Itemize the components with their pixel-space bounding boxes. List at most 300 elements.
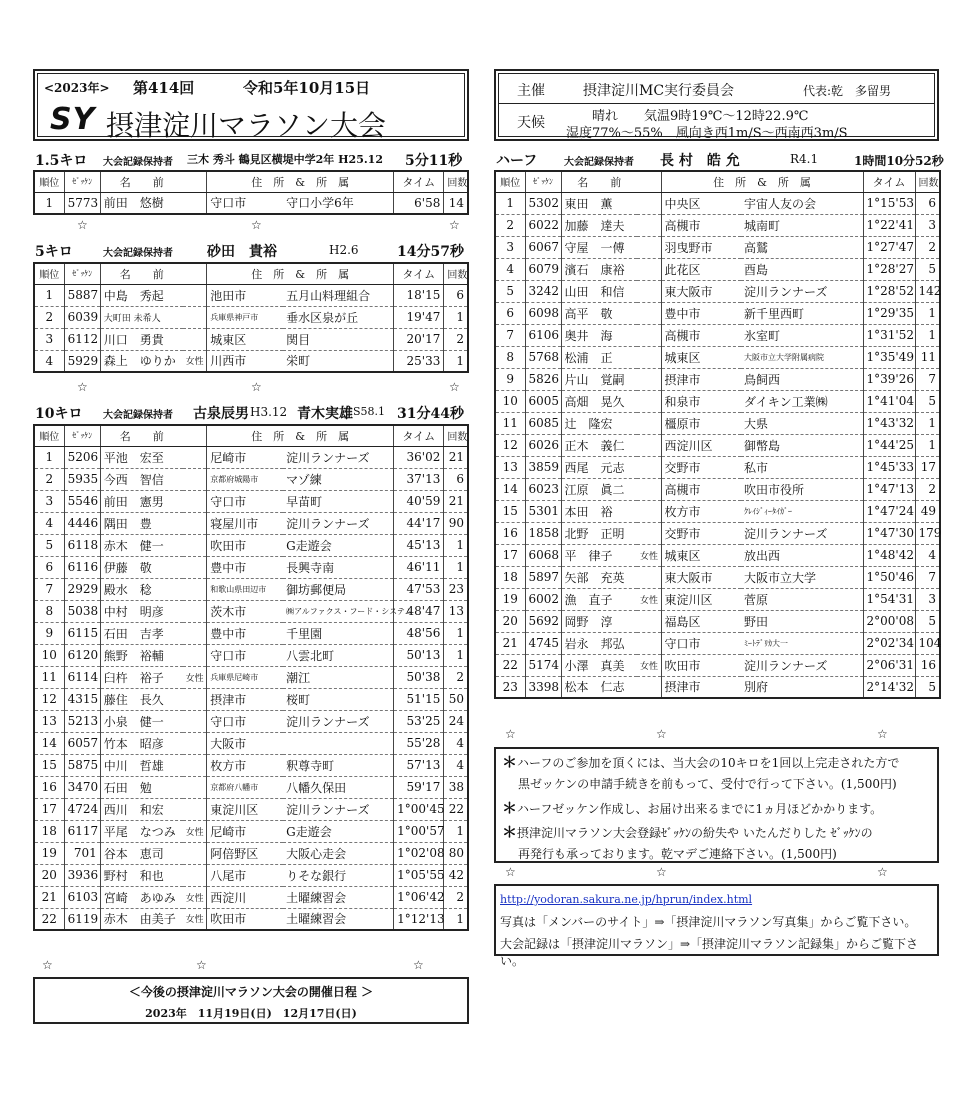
star-icon: ☆ <box>656 727 667 741</box>
result-time: 1°02'08 <box>394 842 444 864</box>
result-rank: 20 <box>495 610 525 632</box>
result-name: 隅田 豊 <box>100 512 182 534</box>
result-row <box>34 622 468 644</box>
result-bib: 6067 <box>525 236 561 258</box>
result-count: 2 <box>444 886 468 908</box>
result-bib: 6002 <box>525 588 561 610</box>
event-date: 令和5年10月15日 <box>243 79 371 97</box>
result-row <box>34 512 468 534</box>
weather-label: 天候 <box>517 115 545 131</box>
result-time: 25'33 <box>394 350 444 372</box>
result-count: 5 <box>915 610 940 632</box>
result-city: 高槻市 <box>661 214 741 236</box>
result-rank: 15 <box>495 500 525 522</box>
result-city: 尼崎市 <box>207 820 283 842</box>
result-bib: 4315 <box>64 688 100 710</box>
result-rank: 2 <box>495 214 525 236</box>
result-club: 御坊郵便局 <box>283 578 394 600</box>
result-name: 松本 仁志 <box>561 676 637 698</box>
result-sex <box>637 434 661 456</box>
result-count: 4 <box>444 754 468 776</box>
note-1-line-2: 黒ゼッケンの申請手続きを前もって、受付で行って下さい。(1,500円) <box>518 777 897 791</box>
results-table-10km <box>33 424 469 931</box>
note-3-line-2: 再発行も承っております。乾マデご連絡下さい。(1,500円) <box>518 847 837 861</box>
result-count: 1 <box>444 622 468 644</box>
result-count: 6 <box>444 468 468 490</box>
result-time: 1°28'52 <box>863 280 915 302</box>
result-name: 辻 隆宏 <box>561 412 637 434</box>
result-name: 川口 勇貴 <box>100 328 182 350</box>
result-count: 2 <box>915 236 940 258</box>
result-count: 1 <box>444 306 468 328</box>
result-count: 1 <box>444 556 468 578</box>
result-rank: 1 <box>34 192 64 214</box>
result-time: 1°47'24 <box>863 500 915 522</box>
result-club: 千里園 <box>283 622 394 644</box>
result-rank: 5 <box>34 534 64 556</box>
result-city: 枚方市 <box>661 500 741 522</box>
result-city: 城東区 <box>207 328 283 350</box>
result-rank: 11 <box>34 666 64 688</box>
result-name: 赤木 由美子 <box>100 908 182 930</box>
results-table-1-5km <box>33 170 469 215</box>
result-row <box>495 522 940 544</box>
result-count: 21 <box>444 446 468 468</box>
record-holder-label: 大会記録保持者 <box>103 410 173 421</box>
result-name: 殿水 稔 <box>100 578 182 600</box>
result-club: ﾐｰﾄﾃﾞﾘｶ大一 <box>741 632 863 654</box>
site-link[interactable]: http://yodoran.sakura.ne.jp/hprun/index.html <box>500 893 753 906</box>
result-time: 18'15 <box>394 284 444 306</box>
result-row <box>495 456 940 478</box>
result-club: 守口小学6年 <box>283 192 394 214</box>
result-bib: 6118 <box>64 534 100 556</box>
result-bib: 2929 <box>64 578 100 600</box>
table-header-row <box>34 263 468 284</box>
record-time: 31分44秒 <box>397 406 464 422</box>
result-row <box>34 754 468 776</box>
col-time-header: タイム <box>394 263 444 284</box>
result-club: 釈尊寺町 <box>283 754 394 776</box>
result-rank: 15 <box>34 754 64 776</box>
star-icon: ☆ <box>251 380 262 394</box>
result-city: 守口市 <box>207 490 283 512</box>
section-header-1-5km <box>35 150 469 170</box>
result-sex <box>183 578 207 600</box>
result-time: 53'25 <box>394 710 444 732</box>
result-rank: 21 <box>34 886 64 908</box>
result-club: 長興寺南 <box>283 556 394 578</box>
result-count: 2 <box>444 328 468 350</box>
result-bib: 6057 <box>64 732 100 754</box>
record-holder-label: 大会記録保持者 <box>103 248 173 259</box>
weather-line-2: 湿度77%～55% 風向き西1m/S～西南西3m/S <box>566 126 848 141</box>
result-bib: 5768 <box>525 346 561 368</box>
result-city: 和歌山県田辺市 <box>207 578 283 600</box>
result-time: 1°45'33 <box>863 456 915 478</box>
result-sex: 女性 <box>183 350 207 372</box>
result-time: 1°54'31 <box>863 588 915 610</box>
result-club: 土曜練習会 <box>283 908 394 930</box>
result-count: 7 <box>915 566 940 588</box>
result-row <box>495 544 940 566</box>
result-time: 1°48'42 <box>863 544 915 566</box>
result-count: 7 <box>915 368 940 390</box>
result-row <box>495 632 940 654</box>
result-time: 57'13 <box>394 754 444 776</box>
star-icon: ☆ <box>505 865 516 879</box>
col-bib-header: ｾﾞｯｹﾝ <box>64 263 100 284</box>
record-year: H2.6 <box>329 243 359 257</box>
result-count: 1 <box>915 412 940 434</box>
result-count: 4 <box>444 732 468 754</box>
result-name: 石田 吉孝 <box>100 622 182 644</box>
result-sex <box>183 710 207 732</box>
col-rank-header: 順位 <box>34 171 64 192</box>
note-1 <box>502 751 899 772</box>
event-logo: SY <box>50 102 96 137</box>
result-count: 1 <box>915 434 940 456</box>
result-club: 八幡久保田 <box>283 776 394 798</box>
result-club: 氷室町 <box>741 324 863 346</box>
result-sex <box>637 676 661 698</box>
result-sex <box>183 688 207 710</box>
result-row <box>495 236 940 258</box>
result-time: 1°47'30 <box>863 522 915 544</box>
record-year-2: S58.1 <box>353 405 386 418</box>
result-sex <box>183 754 207 776</box>
result-rank: 4 <box>495 258 525 280</box>
result-row <box>34 798 468 820</box>
result-count: 5 <box>915 258 940 280</box>
host-name: 摂津淀川MC実行委員会 <box>583 83 735 99</box>
result-sex <box>637 500 661 522</box>
result-row <box>34 710 468 732</box>
result-bib: 5038 <box>64 600 100 622</box>
result-rank: 20 <box>34 864 64 886</box>
event-header-inner <box>37 73 465 142</box>
result-row <box>34 578 468 600</box>
star-icon: ☆ <box>77 380 88 394</box>
result-count: 16 <box>915 654 940 676</box>
star-icon: ☆ <box>877 727 888 741</box>
results-table-half <box>494 170 941 699</box>
result-row <box>495 500 940 522</box>
result-sex: 女性 <box>637 654 661 676</box>
result-club: 早苗町 <box>283 490 394 512</box>
record-holder: 古泉辰男 <box>193 406 249 422</box>
result-bib: 701 <box>64 842 100 864</box>
result-city: 茨木市 <box>207 600 283 622</box>
result-club: 淀川ランナーズ <box>741 654 863 676</box>
result-row <box>495 324 940 346</box>
result-rank: 6 <box>34 556 64 578</box>
result-city: 摂津市 <box>661 368 741 390</box>
result-rank: 3 <box>34 490 64 512</box>
result-sex: 女性 <box>183 886 207 908</box>
organizer-row <box>499 74 934 104</box>
result-club: 五月山料理組合 <box>283 284 394 306</box>
result-rank: 22 <box>495 654 525 676</box>
result-sex <box>637 610 661 632</box>
result-row <box>34 732 468 754</box>
result-time: 45'13 <box>394 534 444 556</box>
result-row <box>34 306 468 328</box>
result-row <box>34 284 468 306</box>
result-rank: 18 <box>495 566 525 588</box>
result-count: 179 <box>915 522 940 544</box>
result-rank: 8 <box>495 346 525 368</box>
result-count: 1 <box>444 820 468 842</box>
result-bib: 5174 <box>525 654 561 676</box>
result-count: 42 <box>444 864 468 886</box>
result-name: 西川 和宏 <box>100 798 182 820</box>
result-row <box>34 490 468 512</box>
result-count: 2 <box>444 666 468 688</box>
result-time: 1°44'25 <box>863 434 915 456</box>
star-icon: ☆ <box>413 958 424 972</box>
result-club: 鳥飼西 <box>741 368 863 390</box>
col-rank-header: 順位 <box>495 171 525 192</box>
result-name: 伊藤 敬 <box>100 556 182 578</box>
result-bib: 6039 <box>64 306 100 328</box>
result-sex <box>183 556 207 578</box>
result-bib: 4745 <box>525 632 561 654</box>
event-title: 摂津淀川マラソン大会 <box>106 109 387 142</box>
result-sex: 女性 <box>637 588 661 610</box>
result-bib: 6120 <box>64 644 100 666</box>
result-time: 1°06'42 <box>394 886 444 908</box>
result-row <box>495 346 940 368</box>
result-time: 1°22'41 <box>863 214 915 236</box>
result-city: 福島区 <box>661 610 741 632</box>
result-club: 城南町 <box>741 214 863 236</box>
result-row <box>495 368 940 390</box>
result-rank: 7 <box>34 578 64 600</box>
site-url-row <box>500 892 752 906</box>
result-row <box>495 478 940 500</box>
result-name: 江原 眞二 <box>561 478 637 500</box>
result-time: 36'02 <box>394 446 444 468</box>
result-club: ㈱アルファクス・フード・システム <box>283 600 394 622</box>
result-row <box>495 390 940 412</box>
result-bib: 5301 <box>525 500 561 522</box>
section-header-half <box>496 150 944 170</box>
result-sex <box>637 566 661 588</box>
result-bib: 6117 <box>64 820 100 842</box>
star-icon: ☆ <box>77 218 88 232</box>
result-time: 2°06'31 <box>863 654 915 676</box>
result-count: 1 <box>915 324 940 346</box>
col-name-header: 名 前 <box>100 263 182 284</box>
result-row <box>34 534 468 556</box>
result-club: 八雲北町 <box>283 644 394 666</box>
result-count: 17 <box>915 456 940 478</box>
result-sex <box>183 284 207 306</box>
result-count: 38 <box>444 776 468 798</box>
result-club: 栄町 <box>283 350 394 372</box>
result-row <box>495 280 940 302</box>
col-time-header: タイム <box>394 425 444 446</box>
result-sex <box>637 368 661 390</box>
schedule-box <box>33 977 469 1024</box>
result-name: 中島 秀起 <box>100 284 182 306</box>
result-count: 5 <box>915 676 940 698</box>
result-city: 摂津市 <box>661 676 741 698</box>
result-time: 1°43'32 <box>863 412 915 434</box>
result-row <box>34 644 468 666</box>
result-bib: 6022 <box>525 214 561 236</box>
result-city: 西淀川区 <box>661 434 741 456</box>
result-count: 80 <box>444 842 468 864</box>
result-sex <box>183 446 207 468</box>
result-city: 寝屋川市 <box>207 512 283 534</box>
result-rank: 4 <box>34 512 64 534</box>
result-count: 6 <box>444 284 468 306</box>
result-row <box>495 588 940 610</box>
table-header-row <box>34 171 468 192</box>
result-bib: 5213 <box>64 710 100 732</box>
result-bib: 5546 <box>64 490 100 512</box>
result-sex <box>637 302 661 324</box>
result-club: 私市 <box>741 456 863 478</box>
note-1-line-1: ハーフのご参加を頂くには、当大会の10キロを1回以上完走された方で <box>517 756 900 770</box>
result-rank: 13 <box>34 710 64 732</box>
table-header-row <box>495 171 940 192</box>
result-club: 放出西 <box>741 544 863 566</box>
result-sex <box>183 622 207 644</box>
result-bib: 5887 <box>64 284 100 306</box>
result-city: 摂津市 <box>207 688 283 710</box>
result-rank: 4 <box>34 350 64 372</box>
result-count: 3 <box>915 588 940 610</box>
result-rank: 23 <box>495 676 525 698</box>
schedule-title: ＜今後の摂津淀川マラソン大会の開催日程 ＞ <box>128 985 374 999</box>
result-row <box>34 446 468 468</box>
col-time-header: タイム <box>394 171 444 192</box>
col-sex-header <box>183 425 207 446</box>
result-row <box>34 886 468 908</box>
result-club: 菅原 <box>741 588 863 610</box>
star-icon: ☆ <box>251 218 262 232</box>
result-bib: 6023 <box>525 478 561 500</box>
result-count: 6 <box>915 192 940 214</box>
result-city: 此花区 <box>661 258 741 280</box>
links-box <box>494 884 939 968</box>
result-row <box>495 258 940 280</box>
result-sex <box>183 864 207 886</box>
result-rank: 5 <box>495 280 525 302</box>
result-name: 北野 正明 <box>561 522 637 544</box>
result-rank: 6 <box>495 302 525 324</box>
note-3 <box>502 821 873 842</box>
result-count: 21 <box>444 490 468 512</box>
result-bib: 3470 <box>64 776 100 798</box>
result-count: 1 <box>915 302 940 324</box>
result-bib: 5826 <box>525 368 561 390</box>
result-rank: 10 <box>34 644 64 666</box>
result-city: 東大阪市 <box>661 280 741 302</box>
result-club: 淀川ランナーズ <box>283 512 394 534</box>
record-time: 5分11秒 <box>405 153 463 169</box>
event-header <box>33 69 469 141</box>
col-count-header: 回数 <box>444 171 468 192</box>
result-name: 中川 哲雄 <box>100 754 182 776</box>
result-name: 片山 覚嗣 <box>561 368 637 390</box>
star-icon: ☆ <box>449 380 460 394</box>
result-name: 小泉 健一 <box>100 710 182 732</box>
result-club: 大阪市立大学附属病院 <box>741 346 863 368</box>
result-count: 23 <box>444 578 468 600</box>
col-time-header: タイム <box>863 171 915 192</box>
result-bib: 3936 <box>64 864 100 886</box>
star-icon: ☆ <box>656 865 667 879</box>
result-time: 19'47 <box>394 306 444 328</box>
result-sex <box>183 468 207 490</box>
section-distance: 10キロ <box>35 406 83 422</box>
result-name: 東田 薫 <box>561 192 637 214</box>
record-holder: 三木 秀斗 鶴見区横堤中学2年 H25.12 <box>187 153 383 166</box>
result-count: 104 <box>915 632 940 654</box>
result-row <box>34 600 468 622</box>
result-bib: 6116 <box>64 556 100 578</box>
result-sex <box>183 776 207 798</box>
section-header-10km <box>35 403 469 423</box>
result-name: 野村 和也 <box>100 864 182 886</box>
result-name: 漁 直子 <box>561 588 637 610</box>
result-sex <box>637 324 661 346</box>
result-bib: 6068 <box>525 544 561 566</box>
result-rank: 17 <box>495 544 525 566</box>
result-city: 東淀川区 <box>661 588 741 610</box>
result-row <box>34 328 468 350</box>
result-rank: 9 <box>495 368 525 390</box>
note-3-line-1: 摂津淀川マラソン大会登録ｾﾞｯｹﾝの紛失や いたんだりした ｾﾞｯｹﾝの <box>517 826 873 840</box>
result-bib: 6114 <box>64 666 100 688</box>
result-rank: 2 <box>34 306 64 328</box>
note-2 <box>502 797 882 818</box>
result-count: 24 <box>444 710 468 732</box>
result-club: 淀川ランナーズ <box>283 710 394 732</box>
result-rank: 14 <box>495 478 525 500</box>
result-time: 6'58 <box>394 192 444 214</box>
result-time: 50'13 <box>394 644 444 666</box>
result-name: 谷本 恵司 <box>100 842 182 864</box>
result-club: G走遊会 <box>283 534 394 556</box>
star-icon: ☆ <box>196 958 207 972</box>
result-bib: 6026 <box>525 434 561 456</box>
result-sex <box>637 258 661 280</box>
result-time: 1°00'57 <box>394 820 444 842</box>
table-header-row <box>34 425 468 446</box>
result-row <box>495 610 940 632</box>
col-address-header: 住 所 & 所 属 <box>661 171 863 192</box>
result-name: 矢部 充英 <box>561 566 637 588</box>
result-sex <box>183 798 207 820</box>
result-row <box>495 302 940 324</box>
result-city: 吹田市 <box>661 654 741 676</box>
result-club: G走遊会 <box>283 820 394 842</box>
record-year: R4.1 <box>790 152 819 166</box>
result-count: 49 <box>915 500 940 522</box>
result-bib: 4724 <box>64 798 100 820</box>
col-name-header: 名 前 <box>100 425 182 446</box>
record-year: H3.12 <box>250 405 288 419</box>
result-name: 大町田 未希人 <box>100 306 182 328</box>
result-sex <box>183 512 207 534</box>
result-name: 高畑 晃久 <box>561 390 637 412</box>
col-address-header: 住 所 & 所 属 <box>207 263 394 284</box>
